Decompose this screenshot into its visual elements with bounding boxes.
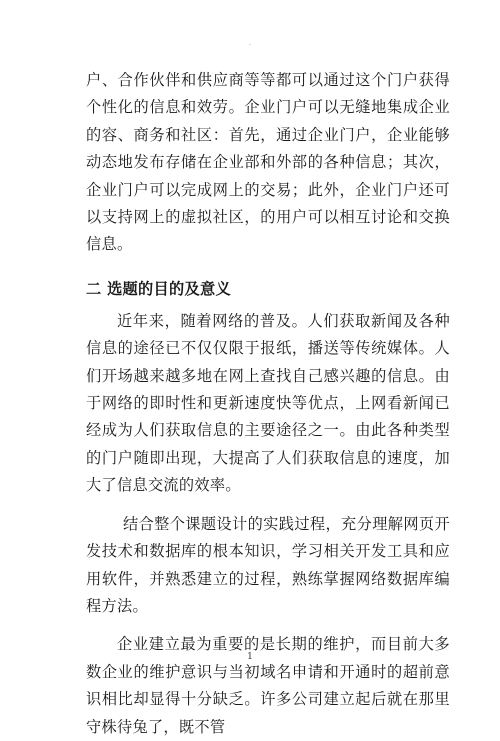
page-body bbox=[86, 67, 450, 741]
paragraph-maintenance: 企业建立最为重要的是长期的维护，而目前大多数企业的维护意识与当初域名申请和开通时的超前意识相比却显得十分缺乏。许多公司建立起后就在那里守株待兔了，既不管 bbox=[86, 635, 450, 736]
paragraph-continuation: 户、合作伙伴和供应商等等都可以通过这个门户获得个性化的信息和效劳。企业门户可以无缝地集成企业的容、商务和社区：首先，通过企业门户，企业能够动态地发布存储在企业部和外部的各种信息；其次，企业门户可以完成网上的交易；此外，企业门户还可以支持网上的虚拟社区，的用户可以相互讨论和交换信息。 bbox=[86, 71, 450, 254]
section-heading: 二 选题的目的及意义 bbox=[86, 279, 231, 298]
paragraph-background: 近年来，随着网络的普及。人们获取新闻及各种信息的途径已不仅仅限于报纸，播送等传统媒体。人们开场越来越多地在网上查找自己感兴趣的信息。由于网络的即时性和更新速度快等优点，上网看新闻已经成为人们获取信息的主要途径之一。由此各种类型的门户随即出现，大提高了人们获取信息的速度，加大了信息交流的效率。 bbox=[86, 311, 450, 495]
header-mark: . bbox=[249, 40, 251, 47]
page-number: 1 bbox=[247, 652, 253, 662]
paragraph-practice: 结合整个课题设计的实践过程，充分理解网页开发技术和数据库的根本知识，学习相关开发工具和应用软件，并熟悉建立的过程，熟练掌握网络数据库编程方法。 bbox=[86, 514, 450, 615]
